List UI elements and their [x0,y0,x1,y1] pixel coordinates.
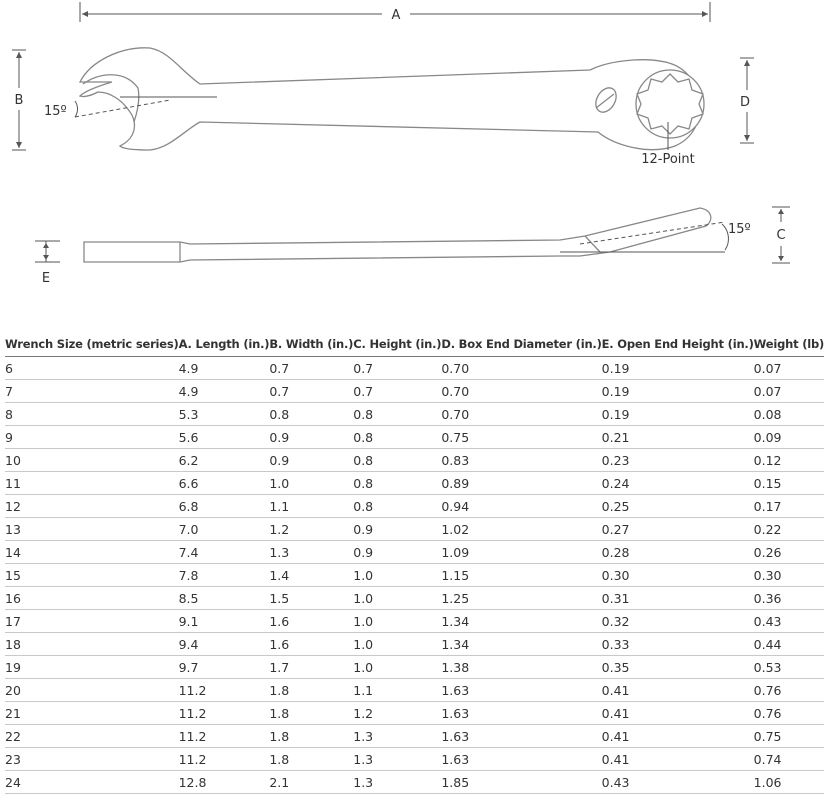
cell-wrench-size: 12 [5,495,179,518]
cell-width: 1.5 [269,587,353,610]
table-row [5,656,824,679]
wrench-diagram-svg [0,0,800,300]
cell-weight: 0.17 [754,495,824,518]
cell-weight: 0.43 [754,610,824,633]
table-row [5,380,824,403]
table-row [5,610,824,633]
cell-open-end-height: 0.33 [602,633,754,656]
table-row [5,748,824,771]
table-row [5,771,824,794]
cell-height: 1.2 [353,702,441,725]
cell-width: 1.6 [269,633,353,656]
cell-box-end-diameter: 1.63 [441,679,601,702]
header-box-end-diameter: D. Box End Diameter (in.) [441,334,601,357]
table-body [5,357,824,794]
wrench-dimension-diagram [0,0,800,300]
cell-width: 0.9 [269,449,353,472]
cell-box-end-diameter: 1.02 [441,518,601,541]
cell-weight: 1.06 [754,771,824,794]
cell-wrench-size: 20 [5,679,179,702]
cell-length: 7.0 [179,518,270,541]
cell-width: 1.2 [269,518,353,541]
cell-length: 5.6 [179,426,270,449]
dimension-a-label: A [391,8,401,23]
cell-wrench-size: 11 [5,472,179,495]
cell-open-end-height: 0.19 [602,403,754,426]
cell-wrench-size: 13 [5,518,179,541]
cell-wrench-size: 23 [5,748,179,771]
table-row [5,426,824,449]
header-wrench-size: Wrench Size (metric series) [5,334,179,357]
cell-wrench-size: 18 [5,633,179,656]
cell-width: 1.8 [269,679,353,702]
angle-top-label: 15º [44,104,67,119]
cell-height: 1.3 [353,725,441,748]
cell-height: 0.9 [353,518,441,541]
cell-open-end-height: 0.41 [602,679,754,702]
cell-open-end-height: 0.32 [602,610,754,633]
cell-weight: 0.08 [754,403,824,426]
cell-width: 1.3 [269,541,353,564]
cell-wrench-size: 17 [5,610,179,633]
cell-open-end-height: 0.24 [602,472,754,495]
table-row [5,449,824,472]
header-weight: Weight (lb) [754,334,824,357]
table-row [5,541,824,564]
cell-weight: 0.76 [754,679,824,702]
cell-width: 0.7 [269,380,353,403]
cell-box-end-diameter: 1.34 [441,633,601,656]
table-header-row [5,334,824,357]
header-width: B. Width (in.) [269,334,353,357]
cell-length: 11.2 [179,679,270,702]
cell-box-end-diameter: 1.15 [441,564,601,587]
cell-open-end-height: 0.41 [602,748,754,771]
cell-length: 7.8 [179,564,270,587]
cell-open-end-height: 0.28 [602,541,754,564]
table-row [5,702,824,725]
cell-box-end-diameter: 0.94 [441,495,601,518]
cell-wrench-size: 9 [5,426,179,449]
cell-length: 8.5 [179,587,270,610]
cell-length: 4.9 [179,380,270,403]
cell-height: 0.8 [353,426,441,449]
cell-box-end-diameter: 0.70 [441,403,601,426]
dimension-b-label: B [14,93,24,108]
cell-open-end-height: 0.41 [602,725,754,748]
cell-box-end-diameter: 0.75 [441,426,601,449]
cell-length: 12.8 [179,771,270,794]
cell-open-end-height: 0.41 [602,702,754,725]
cell-wrench-size: 16 [5,587,179,610]
cell-length: 4.9 [179,357,270,380]
cell-weight: 0.74 [754,748,824,771]
cell-open-end-height: 0.43 [602,771,754,794]
cell-height: 1.3 [353,748,441,771]
cell-width: 1.4 [269,564,353,587]
cell-wrench-size: 21 [5,702,179,725]
cell-open-end-height: 0.21 [602,426,754,449]
twelve-point-label: 12-Point [641,152,695,167]
header-open-end-height: E. Open End Height (in.) [602,334,754,357]
cell-height: 0.7 [353,380,441,403]
cell-height: 0.8 [353,472,441,495]
cell-box-end-diameter: 1.63 [441,702,601,725]
table-row [5,495,824,518]
cell-open-end-height: 0.31 [602,587,754,610]
cell-height: 1.1 [353,679,441,702]
table-row [5,725,824,748]
cell-wrench-size: 10 [5,449,179,472]
cell-length: 5.3 [179,403,270,426]
cell-width: 1.0 [269,472,353,495]
cell-wrench-size: 7 [5,380,179,403]
cell-weight: 0.36 [754,587,824,610]
angle-side-label: 15º [728,222,751,237]
dimension-d-label: D [739,95,751,110]
cell-open-end-height: 0.30 [602,564,754,587]
cell-wrench-size: 6 [5,357,179,380]
cell-box-end-diameter: 1.85 [441,771,601,794]
cell-weight: 0.76 [754,702,824,725]
cell-width: 1.8 [269,748,353,771]
cell-wrench-size: 22 [5,725,179,748]
cell-width: 0.9 [269,426,353,449]
cell-width: 1.8 [269,702,353,725]
cell-box-end-diameter: 1.63 [441,725,601,748]
cell-open-end-height: 0.27 [602,518,754,541]
cell-open-end-height: 0.23 [602,449,754,472]
cell-box-end-diameter: 0.70 [441,357,601,380]
cell-weight: 0.09 [754,426,824,449]
cell-box-end-diameter: 1.63 [441,748,601,771]
cell-width: 2.1 [269,771,353,794]
cell-length: 6.8 [179,495,270,518]
table-row [5,564,824,587]
cell-wrench-size: 15 [5,564,179,587]
dimension-e-label: E [41,271,51,286]
cell-width: 1.1 [269,495,353,518]
cell-length: 7.4 [179,541,270,564]
cell-width: 1.8 [269,725,353,748]
cell-height: 0.9 [353,541,441,564]
cell-open-end-height: 0.19 [602,380,754,403]
cell-length: 11.2 [179,702,270,725]
cell-weight: 0.30 [754,564,824,587]
table-row [5,403,824,426]
cell-height: 1.3 [353,771,441,794]
cell-box-end-diameter: 0.70 [441,380,601,403]
cell-length: 6.2 [179,449,270,472]
header-height: C. Height (in.) [353,334,441,357]
cell-weight: 0.26 [754,541,824,564]
wrench-spec-table [5,334,824,794]
cell-open-end-height: 0.25 [602,495,754,518]
cell-length: 11.2 [179,725,270,748]
cell-height: 1.0 [353,610,441,633]
cell-length: 9.7 [179,656,270,679]
table-row [5,587,824,610]
cell-box-end-diameter: 1.25 [441,587,601,610]
cell-width: 1.6 [269,610,353,633]
cell-weight: 0.53 [754,656,824,679]
cell-length: 6.6 [179,472,270,495]
dimension-c-label: C [776,228,786,243]
cell-weight: 0.12 [754,449,824,472]
cell-height: 0.8 [353,495,441,518]
cell-open-end-height: 0.19 [602,357,754,380]
wrench-top-view [80,48,704,150]
cell-wrench-size: 24 [5,771,179,794]
cell-height: 0.7 [353,357,441,380]
cell-width: 0.7 [269,357,353,380]
cell-length: 9.4 [179,633,270,656]
cell-width: 1.7 [269,656,353,679]
cell-weight: 0.15 [754,472,824,495]
table-row [5,518,824,541]
table-row [5,357,824,380]
cell-weight: 0.07 [754,357,824,380]
dimension-e [35,241,60,262]
cell-height: 0.8 [353,403,441,426]
cell-weight: 0.22 [754,518,824,541]
cell-box-end-diameter: 1.09 [441,541,601,564]
cell-height: 1.0 [353,656,441,679]
cell-box-end-diameter: 0.83 [441,449,601,472]
cell-length: 11.2 [179,748,270,771]
cell-weight: 0.44 [754,633,824,656]
table-row [5,472,824,495]
cell-box-end-diameter: 0.89 [441,472,601,495]
table-row [5,633,824,656]
cell-box-end-diameter: 1.34 [441,610,601,633]
cell-height: 1.0 [353,633,441,656]
wrench-side-view [84,208,711,262]
cell-width: 0.8 [269,403,353,426]
cell-box-end-diameter: 1.38 [441,656,601,679]
cell-height: 0.8 [353,449,441,472]
cell-wrench-size: 8 [5,403,179,426]
cell-wrench-size: 14 [5,541,179,564]
cell-open-end-height: 0.35 [602,656,754,679]
cell-weight: 0.75 [754,725,824,748]
cell-height: 1.0 [353,587,441,610]
cell-length: 9.1 [179,610,270,633]
cell-wrench-size: 19 [5,656,179,679]
cell-height: 1.0 [353,564,441,587]
table-row [5,679,824,702]
cell-weight: 0.07 [754,380,824,403]
header-length: A. Length (in.) [179,334,270,357]
